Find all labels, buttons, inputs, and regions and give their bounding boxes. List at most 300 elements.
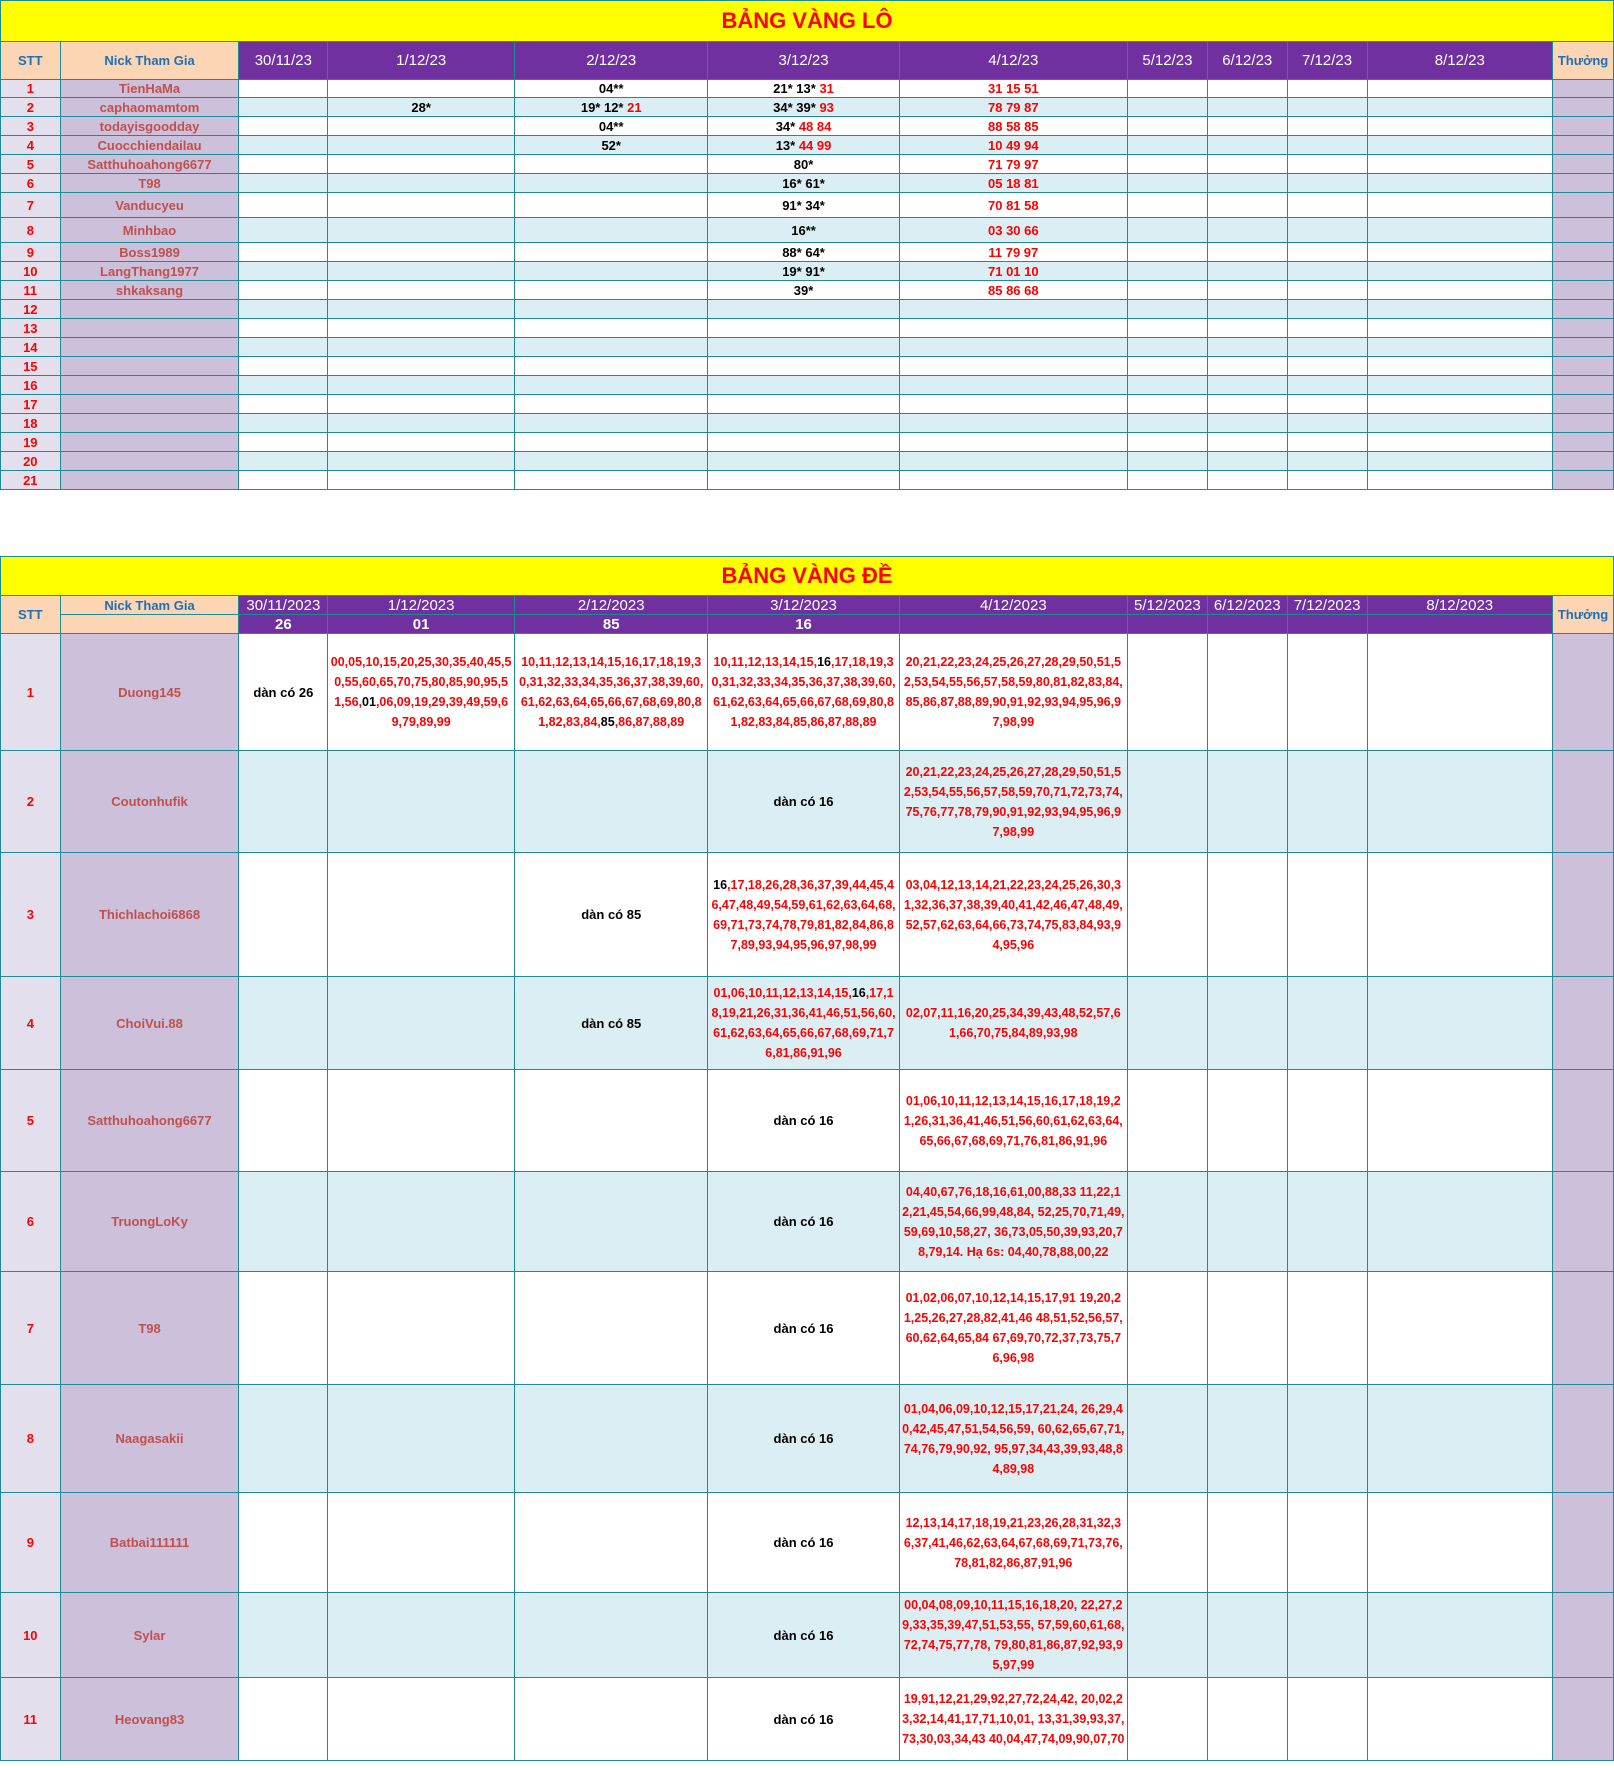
lo-pick-cell	[1287, 433, 1367, 452]
lo-pick-cell	[1207, 395, 1287, 414]
de-pick-cell	[708, 1070, 899, 1172]
de-pick-cell	[899, 634, 1127, 751]
lo-row	[1, 262, 1614, 281]
de-pick-cell	[1207, 853, 1287, 977]
player-nick	[60, 300, 239, 319]
lo-pick-cell	[899, 80, 1127, 98]
row-number: 8	[1, 218, 61, 243]
lo-pick-cell	[1367, 357, 1553, 376]
de-pick-cell	[514, 1678, 707, 1761]
date-header: 3/12/23	[708, 42, 899, 80]
row-number: 2	[1, 751, 61, 853]
reward-cell	[1553, 218, 1614, 243]
de-row	[1, 853, 1614, 977]
lo-pick-cell	[239, 98, 328, 117]
de-pick-cell	[514, 977, 707, 1070]
de-pick-cell	[708, 1593, 899, 1678]
de-pick-cell	[1127, 1172, 1207, 1272]
de-pick-cell	[328, 1070, 515, 1172]
lo-pick-cell	[514, 452, 707, 471]
cell-text: 16**	[791, 222, 816, 238]
lo-pick-cell	[328, 155, 515, 174]
lo-pick-cell	[1287, 243, 1367, 262]
de-title: BẢNG VÀNG ĐỀ	[1, 557, 1614, 596]
de-pick-cell	[899, 1593, 1127, 1678]
lo-pick-cell	[239, 117, 328, 136]
de-pick-cell	[1287, 1070, 1367, 1172]
cell-text: 52*	[601, 137, 621, 153]
reward-cell	[1553, 193, 1614, 218]
lo-pick-cell	[1287, 376, 1367, 395]
result-number	[899, 615, 1127, 634]
de-pick-cell	[1287, 634, 1367, 751]
player-nick: Thichlachoi6868	[60, 853, 239, 977]
lo-title: BẢNG VÀNG LÔ	[1, 1, 1614, 42]
lo-row	[1, 243, 1614, 262]
lo-pick-cell	[1367, 281, 1553, 300]
lo-pick-cell	[1287, 117, 1367, 136]
lo-pick-cell	[1207, 193, 1287, 218]
row-number: 5	[1, 155, 61, 174]
row-number: 15	[1, 357, 61, 376]
lo-pick-cell	[899, 452, 1127, 471]
lo-pick-cell	[514, 155, 707, 174]
reward-cell	[1553, 174, 1614, 193]
de-pick-cell	[1367, 1172, 1553, 1272]
cell-text: 34*	[775, 118, 799, 134]
cell-text: 91* 34*	[782, 197, 825, 213]
lo-pick-cell	[1127, 174, 1207, 193]
lo-pick-cell	[1367, 193, 1553, 218]
row-number: 14	[1, 338, 61, 357]
lo-row	[1, 452, 1614, 471]
de-pick-cell	[328, 751, 515, 853]
lo-pick-cell	[328, 98, 515, 117]
row-number: 6	[1, 174, 61, 193]
reward-cell	[1553, 452, 1614, 471]
de-pick-cell	[514, 1593, 707, 1678]
lo-pick-cell	[328, 262, 515, 281]
row-number: 21	[1, 471, 61, 490]
de-pick-cell	[1127, 1070, 1207, 1172]
date-header: 2/12/2023	[514, 596, 707, 615]
de-pick-cell	[328, 1493, 515, 1593]
lo-pick-cell	[239, 174, 328, 193]
player-nick: shkaksang	[60, 281, 239, 300]
lo-pick-cell	[328, 117, 515, 136]
de-pick-cell	[708, 977, 899, 1070]
de-pick-cell	[1207, 1593, 1287, 1678]
lo-pick-cell	[239, 319, 328, 338]
de-pick-cell	[1287, 853, 1367, 977]
de-pick-cell	[1127, 1678, 1207, 1761]
cell-text: 04**	[598, 118, 624, 134]
lo-pick-cell	[899, 174, 1127, 193]
lo-pick-cell	[1127, 243, 1207, 262]
reward-cell	[1553, 634, 1614, 751]
de-pick-cell	[1367, 1593, 1553, 1678]
lo-pick-cell	[239, 395, 328, 414]
lo-pick-cell	[1127, 471, 1207, 490]
lo-pick-cell	[1207, 117, 1287, 136]
de-pick-cell	[1367, 977, 1553, 1070]
lo-pick-cell	[708, 174, 899, 193]
lo-pick-cell	[1127, 262, 1207, 281]
player-nick: T98	[60, 174, 239, 193]
de-pick-cell	[899, 751, 1127, 853]
lo-pick-cell	[1207, 262, 1287, 281]
de-table	[0, 556, 1614, 1761]
player-nick: Sylar	[60, 1593, 239, 1678]
reward-cell	[1553, 751, 1614, 853]
player-nick: T98	[60, 1272, 239, 1385]
de-pick-cell	[1287, 1678, 1367, 1761]
lo-pick-cell	[1207, 300, 1287, 319]
lo-pick-cell	[328, 433, 515, 452]
date-header: 30/11/23	[239, 42, 328, 80]
row-number: 20	[1, 452, 61, 471]
cell-text: ,86,87,88,89	[614, 715, 685, 729]
de-pick-cell	[514, 1385, 707, 1493]
de-pick-cell	[1367, 1678, 1553, 1761]
lo-pick-cell	[899, 433, 1127, 452]
de-pick-cell	[1127, 977, 1207, 1070]
de-pick-cell	[1367, 751, 1553, 853]
result-number: 01	[328, 615, 515, 634]
lo-pick-cell	[899, 155, 1127, 174]
lo-pick-cell	[1207, 433, 1287, 452]
lo-pick-cell	[899, 357, 1127, 376]
cell-text: 44 99	[798, 137, 832, 153]
lo-pick-cell	[514, 98, 707, 117]
lo-pick-cell	[1367, 155, 1553, 174]
de-pick-cell	[1127, 1493, 1207, 1593]
cell-text: 10 49 94	[988, 137, 1039, 153]
de-pick-cell	[708, 634, 899, 751]
de-row	[1, 634, 1614, 751]
lo-pick-cell	[1287, 471, 1367, 490]
de-pick-cell	[899, 977, 1127, 1070]
cell-text: 48 84	[798, 118, 832, 134]
lo-pick-cell	[1287, 300, 1367, 319]
de-row	[1, 977, 1614, 1070]
cell-text: 88* 64*	[782, 244, 825, 260]
row-number: 7	[1, 1272, 61, 1385]
de-pick-cell	[708, 1385, 899, 1493]
reward-cell	[1553, 117, 1614, 136]
lo-pick-cell	[899, 414, 1127, 433]
de-pick-cell	[514, 1070, 707, 1172]
player-nick: Vanducyeu	[60, 193, 239, 218]
lo-pick-cell	[899, 338, 1127, 357]
date-header: 7/12/2023	[1287, 596, 1367, 615]
lo-pick-cell	[899, 262, 1127, 281]
lo-table	[0, 0, 1614, 490]
player-nick	[60, 338, 239, 357]
lo-pick-cell	[239, 243, 328, 262]
row-number: 1	[1, 634, 61, 751]
de-pick-cell	[239, 751, 328, 853]
cell-text: 19* 12*	[580, 99, 628, 115]
lo-pick-cell	[1367, 243, 1553, 262]
lo-pick-cell	[514, 395, 707, 414]
cell-text: 01	[362, 695, 376, 709]
de-pick-cell	[328, 1272, 515, 1385]
player-nick	[60, 376, 239, 395]
lo-pick-cell	[328, 357, 515, 376]
cell-text: dàn có 16	[773, 794, 834, 809]
lo-pick-cell	[514, 300, 707, 319]
de-pick-cell	[1367, 1493, 1553, 1593]
row-number: 1	[1, 80, 61, 98]
de-pick-cell	[1127, 853, 1207, 977]
lo-pick-cell	[1367, 262, 1553, 281]
lo-pick-cell	[328, 338, 515, 357]
cell-text: 70 81 58	[988, 197, 1039, 213]
lo-pick-cell	[899, 300, 1127, 319]
de-pick-cell	[1127, 1593, 1207, 1678]
lo-pick-cell	[514, 376, 707, 395]
de-row	[1, 1172, 1614, 1272]
lo-pick-cell	[708, 243, 899, 262]
lo-pick-cell	[1287, 80, 1367, 98]
lo-row	[1, 357, 1614, 376]
lo-pick-cell	[239, 433, 328, 452]
lo-pick-cell	[1367, 80, 1553, 98]
lo-pick-cell	[1287, 452, 1367, 471]
lo-pick-cell	[1127, 395, 1207, 414]
lo-pick-cell	[514, 433, 707, 452]
de-pick-cell	[1287, 977, 1367, 1070]
cell-text: 16	[713, 877, 728, 892]
lo-pick-cell	[239, 218, 328, 243]
reward-cell	[1553, 853, 1614, 977]
de-pick-cell	[239, 853, 328, 977]
cell-text: ,17,18,19,21,26,31,36,41,46,51,56,60,61,62,63,64,65,66,67,68,69,71,76,81,86,91,96	[711, 986, 896, 1060]
lo-pick-cell	[1127, 281, 1207, 300]
player-nick: LangThang1977	[60, 262, 239, 281]
lo-pick-cell	[1287, 357, 1367, 376]
de-pick-cell	[1207, 1493, 1287, 1593]
de-pick-cell	[514, 1493, 707, 1593]
lo-pick-cell	[1127, 218, 1207, 243]
date-header: 1/12/2023	[328, 596, 515, 615]
date-header: 7/12/23	[1287, 42, 1367, 80]
lo-pick-cell	[899, 243, 1127, 262]
lo-pick-cell	[1207, 338, 1287, 357]
lo-pick-cell	[328, 300, 515, 319]
lo-pick-cell	[899, 471, 1127, 490]
date-header: 4/12/23	[899, 42, 1127, 80]
lo-pick-cell	[708, 395, 899, 414]
row-number: 6	[1, 1172, 61, 1272]
reward-cell	[1553, 319, 1614, 338]
row-number: 13	[1, 319, 61, 338]
cell-text: dàn có 26	[253, 684, 314, 700]
lo-pick-cell	[708, 80, 899, 98]
lo-pick-cell	[1127, 338, 1207, 357]
lo-pick-cell	[1367, 395, 1553, 414]
de-pick-cell	[899, 1678, 1127, 1761]
lo-pick-cell	[1207, 357, 1287, 376]
lo-pick-cell	[1367, 376, 1553, 395]
lo-pick-cell	[708, 452, 899, 471]
row-number: 3	[1, 117, 61, 136]
player-nick: TruongLoKy	[60, 1172, 239, 1272]
lo-pick-cell	[1127, 319, 1207, 338]
de-pick-cell	[328, 634, 515, 751]
lo-pick-cell	[514, 243, 707, 262]
date-header: 6/12/23	[1207, 42, 1287, 80]
reward-cell	[1553, 977, 1614, 1070]
cell-text: 01,02,06,07,10,12,14,15,17,91 19,20,21,25,26,27,28,82,41,46 48,51,52,56,57,60,62,64,65,84 67,69,70,72,37,73,75,76,96,98	[903, 1291, 1123, 1365]
de-pick-cell	[899, 1172, 1127, 1272]
player-nick	[60, 452, 239, 471]
lo-row	[1, 136, 1614, 155]
lo-pick-cell	[708, 338, 899, 357]
player-nick: TienHaMa	[60, 80, 239, 98]
date-header: 3/12/2023	[708, 596, 899, 615]
cell-text: 00,05,10,15,20,25,30,35,40,45,50,55,60,65,70,75,80,85,90,95,51,56,	[330, 655, 512, 709]
reward-cell	[1553, 376, 1614, 395]
de-pick-cell	[328, 1385, 515, 1493]
cell-text: 39*	[793, 282, 814, 298]
lo-pick-cell	[708, 357, 899, 376]
reward-cell	[1553, 357, 1614, 376]
lo-pick-cell	[1127, 452, 1207, 471]
lo-pick-cell	[239, 376, 328, 395]
player-nick: Satthuhoahong6677	[60, 155, 239, 174]
de-pick-cell	[1127, 1272, 1207, 1385]
result-number	[1127, 615, 1207, 634]
cell-text: dàn có 16	[773, 1113, 834, 1128]
lo-pick-cell	[328, 136, 515, 155]
cell-text: 85	[600, 715, 615, 729]
reward-header: Thưởng	[1553, 596, 1614, 634]
player-nick	[60, 319, 239, 338]
lo-pick-cell	[708, 136, 899, 155]
de-pick-cell	[328, 1593, 515, 1678]
de-pick-cell	[328, 853, 515, 977]
lo-pick-cell	[1127, 376, 1207, 395]
cell-text: 71 79 97	[988, 156, 1039, 172]
player-nick: Minhbao	[60, 218, 239, 243]
de-pick-cell	[1207, 1678, 1287, 1761]
lo-pick-cell	[1287, 281, 1367, 300]
row-number: 16	[1, 376, 61, 395]
de-row	[1, 1385, 1614, 1493]
de-pick-cell	[239, 1678, 328, 1761]
nick-header: Nick Tham Gia	[60, 42, 239, 80]
lo-pick-cell	[708, 193, 899, 218]
lo-pick-cell	[514, 80, 707, 98]
cell-text: dàn có 16	[773, 1535, 834, 1550]
row-number: 11	[1, 281, 61, 300]
lo-pick-cell	[1207, 155, 1287, 174]
row-number: 17	[1, 395, 61, 414]
de-pick-cell	[1287, 1593, 1367, 1678]
lo-pick-cell	[708, 414, 899, 433]
reward-cell	[1553, 1385, 1614, 1493]
de-pick-cell	[1127, 1385, 1207, 1493]
lo-pick-cell	[514, 262, 707, 281]
lo-pick-cell	[239, 262, 328, 281]
de-pick-cell	[514, 853, 707, 977]
lo-pick-cell	[514, 174, 707, 193]
de-pick-cell	[328, 977, 515, 1070]
lo-pick-cell	[328, 174, 515, 193]
row-number: 3	[1, 853, 61, 977]
de-pick-cell	[1367, 1385, 1553, 1493]
lo-pick-cell	[1287, 193, 1367, 218]
cell-text: 80*	[793, 156, 814, 172]
lo-pick-cell	[328, 452, 515, 471]
cell-text: 31	[819, 81, 834, 96]
lo-pick-cell	[708, 262, 899, 281]
cell-text: dàn có 16	[773, 1214, 834, 1229]
date-header: 30/11/2023	[239, 596, 328, 615]
lo-pick-cell	[1367, 218, 1553, 243]
date-header: 5/12/23	[1127, 42, 1207, 80]
lo-pick-cell	[239, 452, 328, 471]
de-row	[1, 1678, 1614, 1761]
reward-cell	[1553, 471, 1614, 490]
date-header: 8/12/2023	[1367, 596, 1553, 615]
row-number: 19	[1, 433, 61, 452]
cell-text: 04**	[598, 81, 624, 96]
de-pick-cell	[239, 634, 328, 751]
lo-pick-cell	[239, 155, 328, 174]
row-number: 12	[1, 300, 61, 319]
lo-pick-cell	[328, 218, 515, 243]
de-pick-cell	[1127, 751, 1207, 853]
date-header: 1/12/23	[328, 42, 515, 80]
de-pick-cell	[514, 634, 707, 751]
player-nick: ChoiVui.88	[60, 977, 239, 1070]
lo-pick-cell	[1367, 98, 1553, 117]
lo-pick-cell	[514, 117, 707, 136]
lo-pick-cell	[899, 98, 1127, 117]
cell-text: 01,06,10,11,12,13,14,15,16,17,18,19,21,26,31,36,41,46,51,56,60,61,62,63,64,65,66,67,68,69,71,76,81,86,91,96	[903, 1093, 1123, 1148]
lo-pick-cell	[899, 218, 1127, 243]
cell-text: 10,11,12,13,14,15,	[713, 655, 818, 669]
player-nick: caphaomamtom	[60, 98, 239, 117]
lo-row	[1, 414, 1614, 433]
cell-text: 02,07,11,16,20,25,34,39,43,48,52,57,61,66,70,75,84,89,93,98	[905, 1006, 1121, 1040]
stt-header: STT	[1, 596, 61, 634]
de-pick-cell	[1367, 1070, 1553, 1172]
lo-pick-cell	[1127, 117, 1207, 136]
cell-text: 12,13,14,17,18,19,21,23,26,28,31,32,36,37,41,46,62,63,64,67,68,69,71,73,76,78,81,82,86,87,91,96	[903, 1515, 1123, 1570]
cell-text: ,17,18,26,28,36,37,39,44,45,46,47,48,49,54,59,61,62,63,64,68,69,71,73,74,78,79,81,82,84,86,87,89,93,94,95,96,97,98,99	[711, 877, 896, 952]
de-pick-cell	[1207, 751, 1287, 853]
lo-pick-cell	[328, 319, 515, 338]
reward-cell	[1553, 1070, 1614, 1172]
de-pick-cell	[899, 1272, 1127, 1385]
lo-pick-cell	[1127, 80, 1207, 98]
cell-text: dàn có 16	[773, 1627, 834, 1643]
reward-cell	[1553, 395, 1614, 414]
player-nick: Naagasakii	[60, 1385, 239, 1493]
lo-row	[1, 433, 1614, 452]
lo-pick-cell	[1367, 452, 1553, 471]
de-row	[1, 751, 1614, 853]
lo-pick-cell	[1207, 414, 1287, 433]
cell-text: dàn có 16	[773, 1431, 834, 1446]
de-pick-cell	[899, 1385, 1127, 1493]
player-nick: Heovang83	[60, 1678, 239, 1761]
lo-pick-cell	[1207, 376, 1287, 395]
